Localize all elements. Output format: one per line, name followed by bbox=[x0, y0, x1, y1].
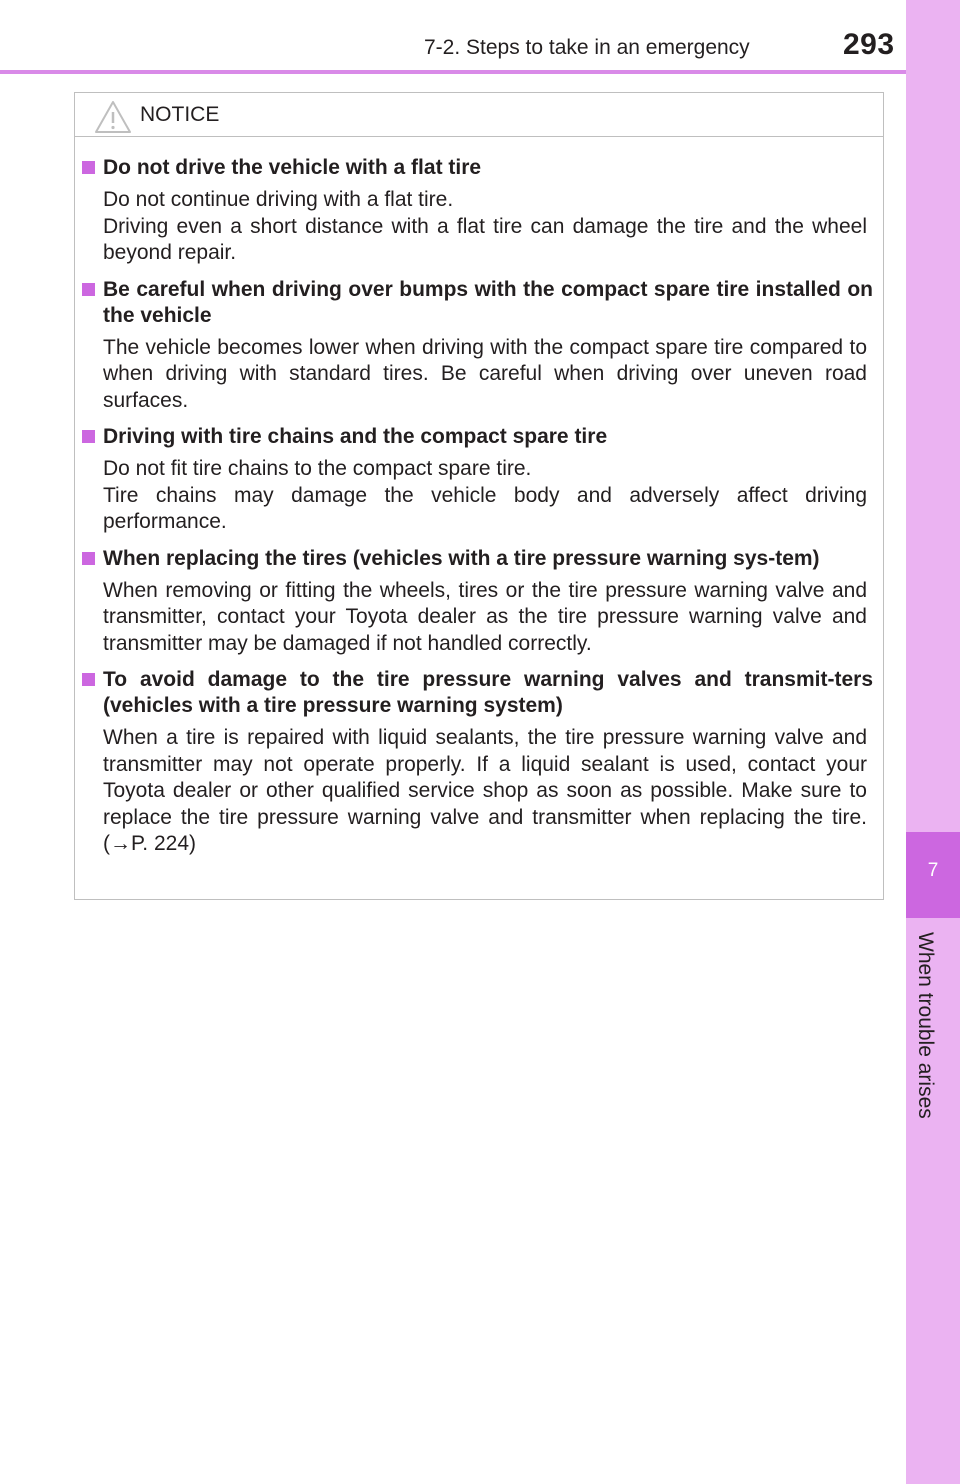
item-paragraph: Do not continue driving with a flat tire. bbox=[103, 188, 454, 211]
item-paragraph: The vehicle becomes lower when driving with the compact spare tire compared to when driving with standard tires. Be careful when driving over uneven road surfaces. bbox=[103, 335, 867, 412]
notice-header bbox=[75, 93, 883, 137]
notice-item bbox=[75, 546, 883, 658]
item-paragraph: When a tire is repaired with liquid sealants, the tire pressure warning valve and transmitter may not operate properly. If a liquid sealant is used, contact your Toyota dealer or other qualified service shop as soon as possible. Make sure to replace the tire pressure warning valve and transmitter when replacing the tire. (→P. 224) bbox=[103, 726, 867, 855]
notice-item bbox=[75, 155, 883, 267]
notice-item bbox=[75, 424, 883, 536]
item-heading bbox=[103, 277, 873, 329]
chapter-number: 7 bbox=[927, 860, 939, 881]
item-paragraph: When removing or fitting the wheels, tires or the tire pressure warning valve and transmitter, contact your Toyota dealer as the tire pressure warning valve and transmitter may be damaged if not handled correctly. bbox=[103, 578, 867, 655]
item-heading bbox=[103, 155, 873, 181]
square-bullet-icon bbox=[82, 161, 95, 174]
page-number: 293 bbox=[843, 28, 895, 61]
header-rule bbox=[0, 70, 906, 74]
notice-item bbox=[75, 277, 883, 415]
warning-triangle-icon bbox=[93, 99, 133, 135]
square-bullet-icon bbox=[82, 430, 95, 443]
item-heading bbox=[103, 667, 873, 719]
item-paragraph: Driving even a short distance with a flat tire can damage the tire and the wheel beyond repair. bbox=[103, 214, 867, 264]
notice-item bbox=[75, 667, 883, 858]
item-heading-text: Driving with tire chains and the compact spare tire bbox=[103, 425, 608, 448]
square-bullet-icon bbox=[82, 552, 95, 565]
item-heading-text: To avoid damage to the tire pressure warning valves and transmit-ters (vehicles with a tire pressure warning system) bbox=[103, 668, 873, 717]
chapter-title: When trouble arises bbox=[914, 932, 937, 1119]
notice-box bbox=[74, 92, 884, 900]
item-heading-text: Be careful when driving over bumps with the compact spare tire installed on the vehicle bbox=[103, 277, 873, 327]
section-title: 7-2. Steps to take in an emergency bbox=[424, 36, 750, 59]
item-heading bbox=[103, 546, 873, 572]
chapter-tab bbox=[906, 832, 960, 918]
notice-title: NOTICE bbox=[140, 103, 220, 126]
item-heading-text: When replacing the tires (vehicles with a tire pressure warning sys-tem) bbox=[103, 546, 820, 570]
item-paragraph: Do not fit tire chains to the compact spare tire. bbox=[103, 457, 532, 480]
notice-body bbox=[75, 155, 883, 868]
item-heading bbox=[103, 424, 873, 450]
side-tab bbox=[906, 0, 960, 1484]
square-bullet-icon bbox=[82, 283, 95, 296]
square-bullet-icon bbox=[82, 673, 95, 686]
item-paragraph: Tire chains may damage the vehicle body and adversely affect driving performance. bbox=[103, 483, 867, 533]
item-heading-text: Do not drive the vehicle with a flat tire bbox=[103, 156, 482, 179]
page-header bbox=[0, 0, 906, 72]
